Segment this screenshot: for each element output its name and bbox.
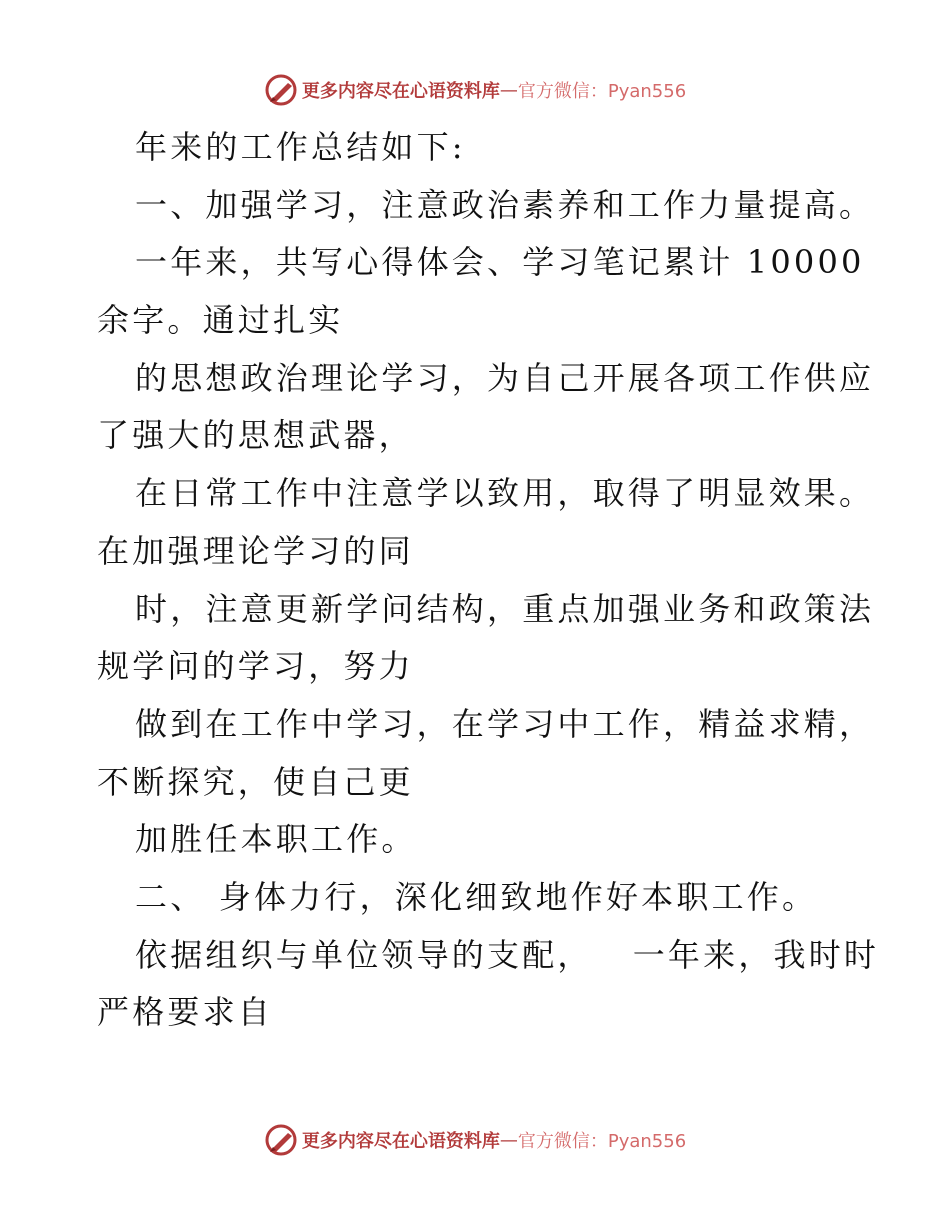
banner-wechat: 官方微信：Pyan556 (517, 1131, 687, 1152)
text-line: 一年来，共写心得体会、学习笔记累计 10000 (135, 243, 865, 282)
banner-wechat: 官方微信：Pyan556 (517, 81, 687, 102)
text-line: 了强大的思想武器， (97, 416, 414, 455)
banner-title: 更多内容尽在心语资料库 (301, 1131, 500, 1152)
text-line: 依据组织与单位领导的支配， 一年来，我时时 (135, 935, 880, 974)
pen-logo-icon (264, 1123, 298, 1157)
text-line: 的思想政治理论学习，为自己开展各项工作供应 (135, 358, 875, 397)
banner-dash: — (499, 1129, 518, 1151)
footer-banner (0, 1120, 950, 1160)
text-line: 严格要求自 (97, 993, 274, 1032)
banner-title: 更多内容尽在心语资料库 (301, 81, 500, 102)
text-line: 规学问的学习，努力 (97, 647, 414, 686)
text-line: 时，注意更新学问结构，重点加强业务和政策法 (135, 589, 875, 628)
text-line: 一、加强学习，注意政治素养和工作力量提高。 (135, 185, 875, 224)
text-line: 二、 身体力行，深化细致地作好本职工作。 (135, 877, 818, 916)
banner-dash: — (499, 79, 518, 101)
text-line: 不断探究，使自己更 (97, 762, 414, 801)
text-line: 在日常工作中注意学以致用，取得了明显效果。 (135, 474, 875, 513)
text-line: 在加强理论学习的同 (97, 531, 414, 570)
text-line: 年来的工作总结如下: (135, 128, 466, 166)
header-banner (0, 70, 950, 110)
pen-logo-icon (264, 73, 298, 107)
document-body (97, 119, 880, 1042)
text-line: 加胜任本职工作。 (135, 820, 417, 859)
text-line: 余字。通过扎实 (97, 301, 344, 340)
text-line: 做到在工作中学习，在学习中工作，精益求精， (135, 704, 875, 743)
